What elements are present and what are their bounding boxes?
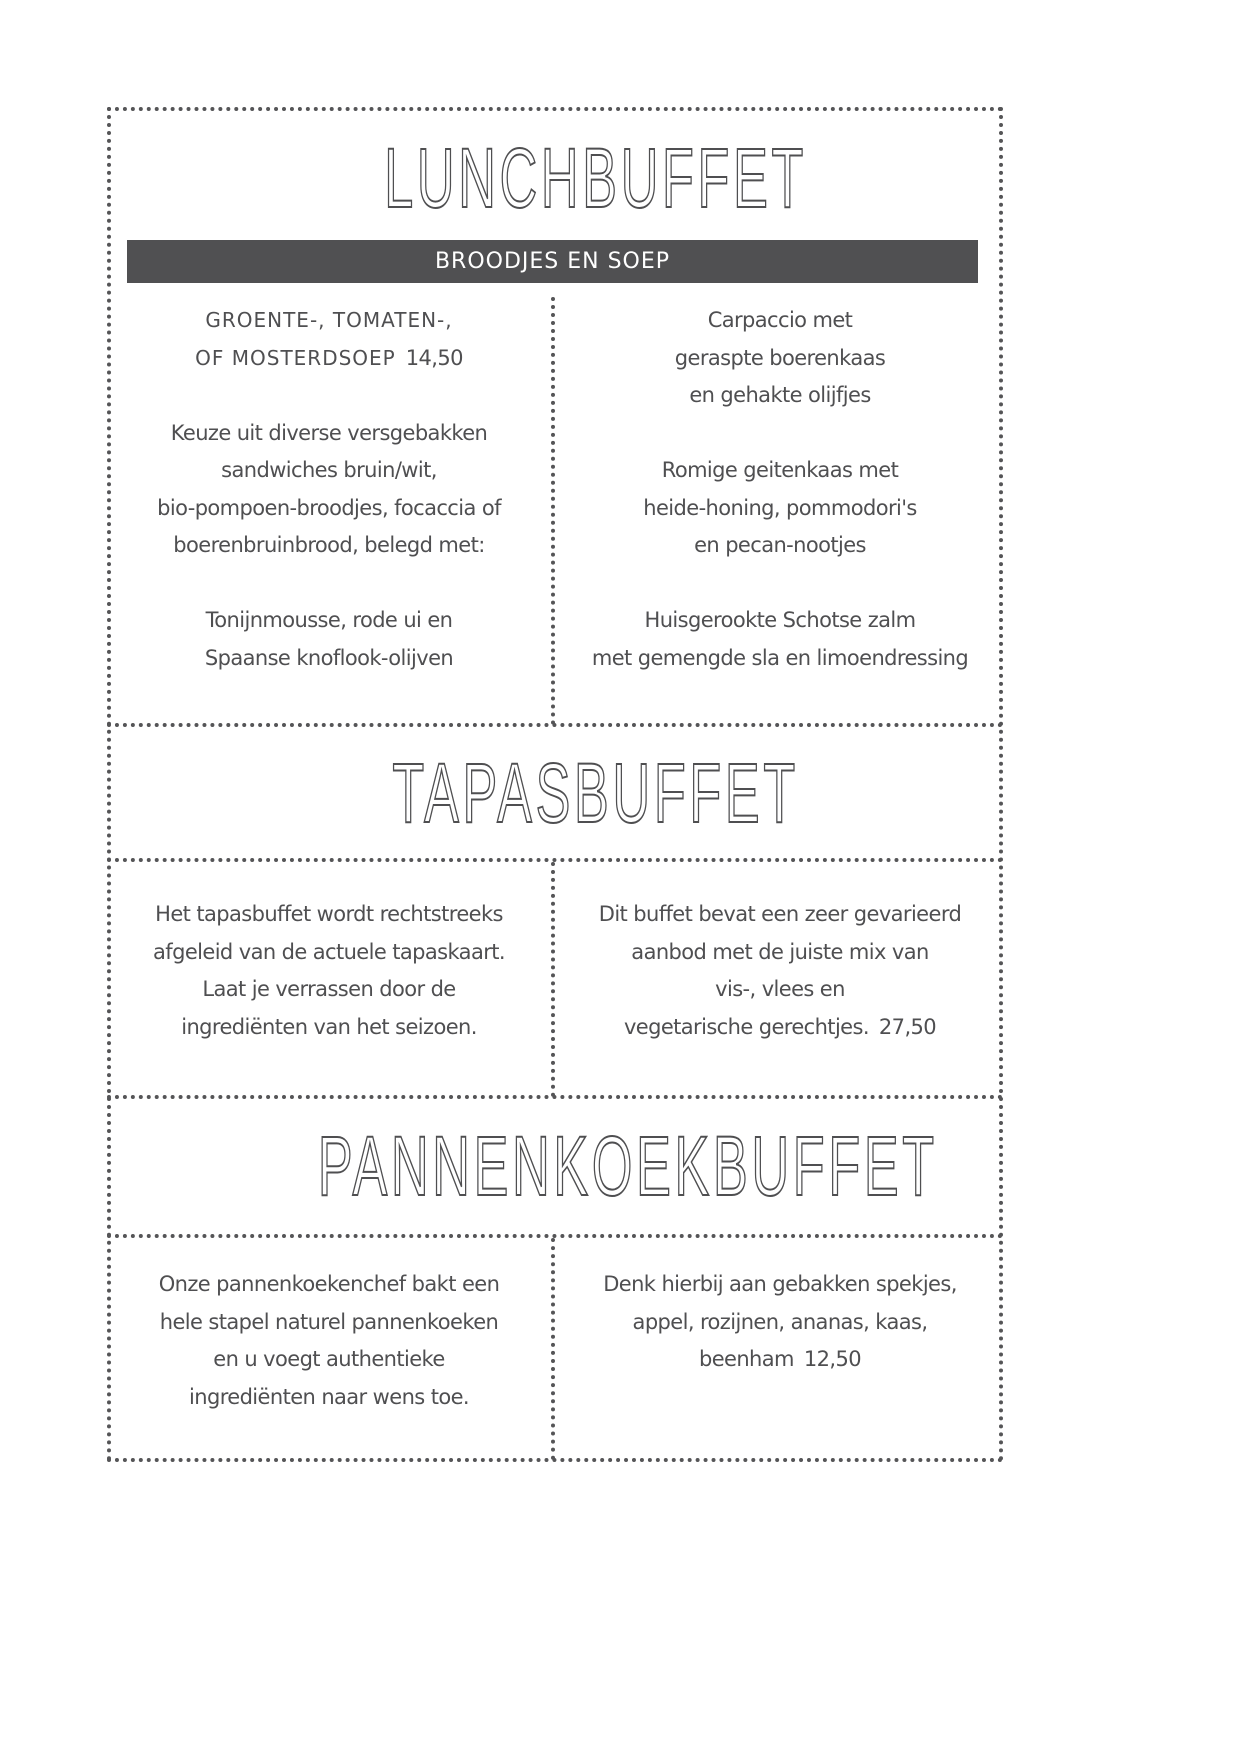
sandwich-intro-line: sandwiches bruin/wit, xyxy=(221,458,437,482)
tapas-right-column xyxy=(580,896,980,1046)
sandwich-option-zalm: Huisgerookte Schotse zalm xyxy=(644,608,916,632)
lunch-column-divider xyxy=(551,297,555,725)
tapas-left-column xyxy=(127,896,531,1046)
broodjes-en-soep-banner: BROODJES EN SOEP xyxy=(127,240,978,283)
pannenkoek-description-line: Onze pannenkoekenchef bakt een xyxy=(158,1272,500,1296)
pannenkoek-toppings-text: beenham xyxy=(698,1347,794,1371)
tapas-description-line: Dit buffet bevat een zeer gevarieerd xyxy=(598,902,962,926)
pannenkoek-toppings-line: appel, rozijnen, ananas, kaas, xyxy=(632,1309,928,1334)
lunch-left-column xyxy=(127,302,531,677)
pannenkoek-left-column xyxy=(127,1266,531,1416)
section-divider xyxy=(107,1095,1003,1099)
sandwich-option-geitenkaas: Romige geitenkaas met xyxy=(661,458,899,482)
sandwich-option-carpaccio: Carpaccio met xyxy=(707,308,853,332)
pannenkoek-toppings-line: Denk hierbij aan gebakken spekjes, xyxy=(603,1272,957,1296)
sandwich-intro-line: boerenbruinbrood, belegd met: xyxy=(173,533,485,557)
sandwich-intro-line: Keuze uit diverse versgebakken xyxy=(170,420,488,445)
tapas-description-text: vegetarische gerechtjes. xyxy=(623,1014,869,1039)
sandwich-option-carpaccio: geraspte boerenkaas xyxy=(674,345,886,370)
lunchbuffet-title-text: LUNCHBUFFET xyxy=(384,131,808,225)
tapas-description-line: afgeleid van de actuele tapaskaart. xyxy=(153,939,505,964)
tapas-description-line xyxy=(580,1009,980,1047)
tapas-description-line: aanbod met de juiste mix van xyxy=(631,939,929,964)
pannenkoek-right-column xyxy=(580,1266,980,1379)
soup-line-1: GROENTE-, TOMATEN-, xyxy=(205,308,453,332)
tapas-description-line: Het tapasbuffet wordt rechtstreeks xyxy=(155,902,503,926)
sandwich-option-carpaccio: en gehakte olijfjes xyxy=(689,383,871,407)
tapas-description-line: ingrediënten van het seizoen. xyxy=(181,1014,477,1039)
soup-name: OF MOSTERDSOEP xyxy=(195,345,396,370)
tapas-description-line: vis-, vlees en xyxy=(715,977,845,1001)
lunch-right-column xyxy=(580,302,980,677)
sandwich-option-tonijn: Spaanse knoflook-olijven xyxy=(204,645,454,670)
pannenkoek-description-line: hele stapel naturel pannenkoeken xyxy=(159,1309,499,1334)
soup-line-2 xyxy=(127,340,531,378)
section-divider xyxy=(107,858,1003,862)
tapas-price: 27,50 xyxy=(878,1014,937,1039)
pannenkoekbuffet-title-text: PANNENKOEKBUFFET xyxy=(317,1119,938,1213)
pannenkoek-toppings-line xyxy=(580,1341,980,1379)
section-divider xyxy=(107,1234,1003,1238)
tapasbuffet-title-text: TAPASBUFFET xyxy=(392,746,799,840)
lunchbuffet-title xyxy=(318,131,874,225)
soup-price: 14,50 xyxy=(405,345,463,370)
sandwich-option-zalm: met gemengde sla en limoendressing xyxy=(591,645,969,670)
tapasbuffet-title xyxy=(318,746,874,840)
sandwich-option-geitenkaas: en pecan-nootjes xyxy=(694,533,866,557)
pannenkoek-price: 12,50 xyxy=(803,1347,862,1371)
pannenkoekbuffet-title xyxy=(317,1119,938,1213)
sandwich-option-tonijn: Tonijnmousse, rode ui en xyxy=(205,608,453,632)
pannenkoek-description-line: en u voegt authentieke xyxy=(213,1347,445,1371)
sandwich-intro-line: bio-pompoen-broodjes, focaccia of xyxy=(157,495,501,520)
tapas-column-divider xyxy=(551,862,555,1097)
section-divider xyxy=(107,723,1003,727)
tapas-description-line: Laat je verrassen door de xyxy=(202,977,456,1001)
pannenkoek-description-line: ingrediënten naar wens toe. xyxy=(189,1384,469,1409)
sandwich-option-geitenkaas: heide-honing, pommodori's xyxy=(643,495,917,520)
pannenkoek-column-divider xyxy=(551,1238,555,1460)
